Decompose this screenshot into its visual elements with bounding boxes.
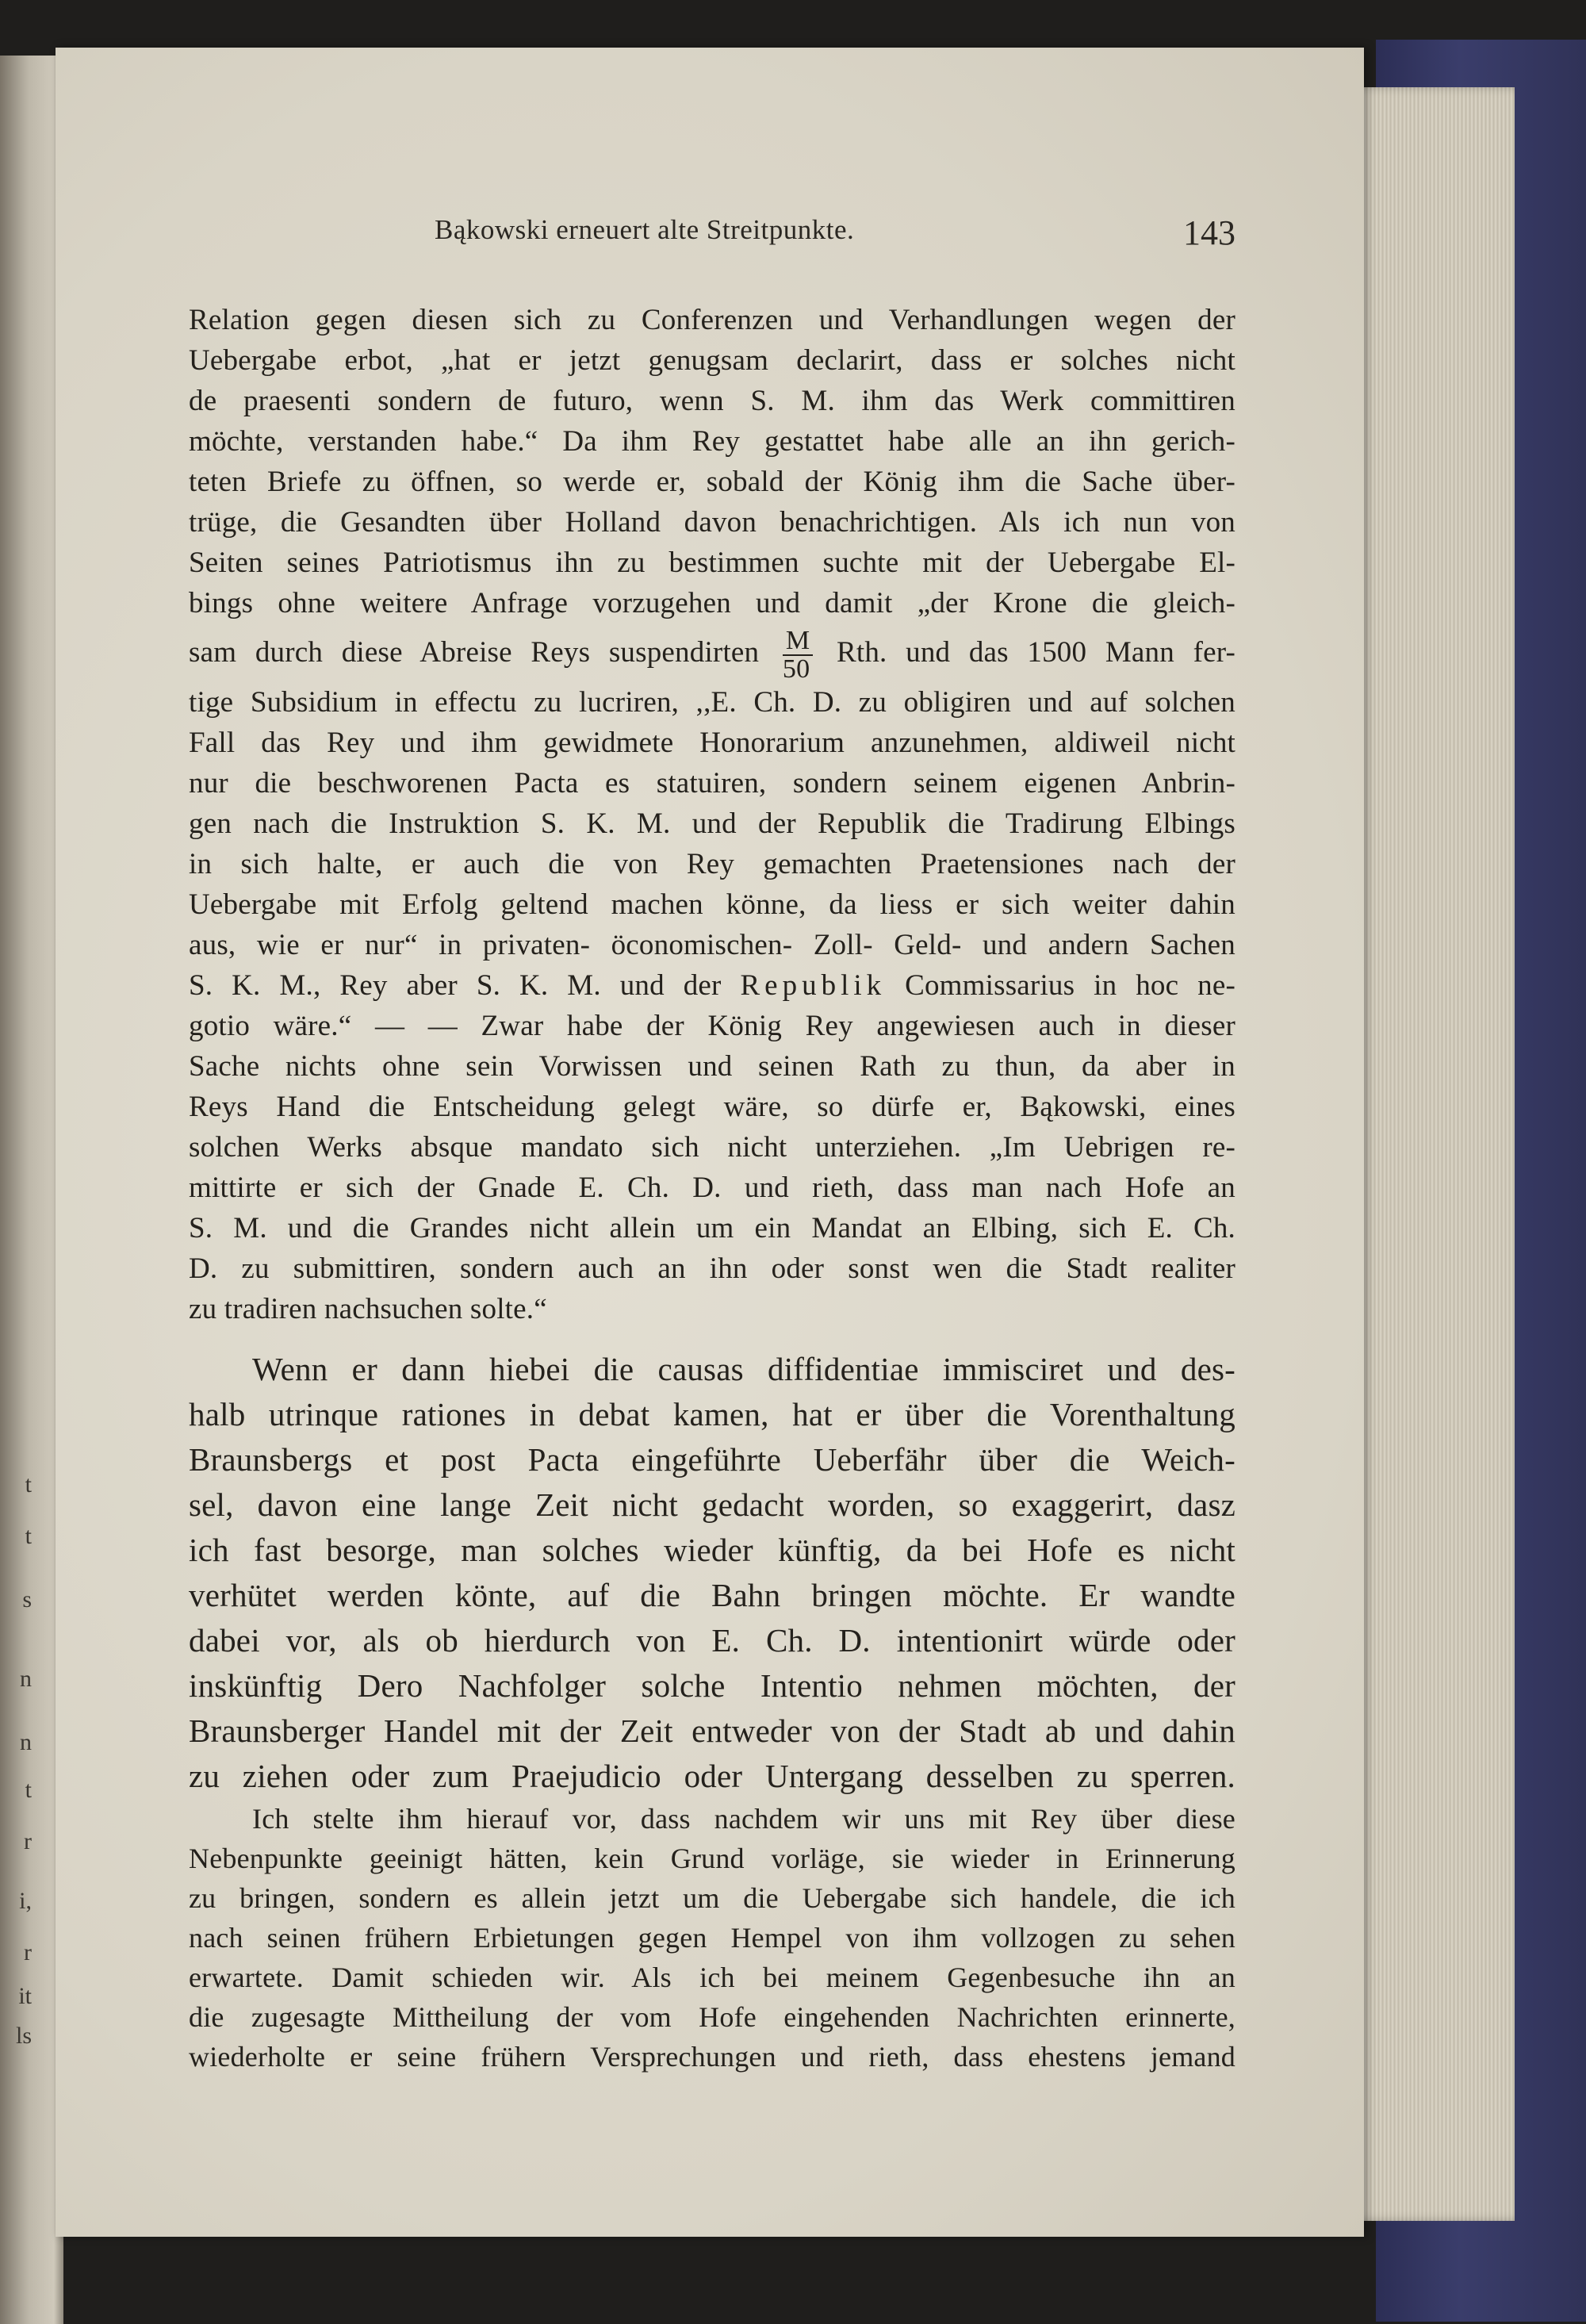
paragraph-1 bbox=[189, 300, 1235, 1329]
text-segment: sam durch diese Abreise Reys suspendirten bbox=[189, 636, 760, 669]
text-line: solchen Werks absque mandato sich nicht unterziehen. „Im Uebrigen re- bbox=[189, 1131, 1235, 1164]
text-segment: S. K. M., Rey aber S. K. M. und der bbox=[189, 969, 722, 1002]
page-number: 143 bbox=[1183, 213, 1235, 252]
text-segment: Commissarius in hoc ne- bbox=[905, 969, 1235, 1002]
text-line: nur die beschworenen Pacta es statuiren, sondern seinem eigenen Anbrin- bbox=[189, 767, 1235, 800]
text-line: die zugesagte Mittheilung der vom Hofe eingehenden Nachrichten erinnerte, bbox=[189, 2001, 1235, 2033]
margin-fragment: s bbox=[22, 1586, 32, 1613]
text-line: gen nach die Instruktion S. K. M. und der Republik die Tradirung Elbings bbox=[189, 807, 1235, 840]
text-line: bings ohne weitere Anfrage vorzugehen und damit „der Krone die gleich- bbox=[189, 587, 1235, 619]
text-line: Relation gegen diesen sich zu Conferenzen und Verhandlungen wegen der bbox=[189, 304, 1235, 336]
text-line: gotio wäre.“ — — Zwar habe der König Rey angewiesen auch in dieser bbox=[189, 1010, 1235, 1042]
text-line: Braunsbergs et post Pacta eingeführte Ueberfähr über die Weich- bbox=[189, 1441, 1235, 1478]
book-page bbox=[56, 48, 1364, 2237]
text-line: Nebenpunkte geeinigt hätten, kein Grund vorläge, sie wieder in Erinnerung bbox=[189, 1843, 1235, 1874]
text-line: sel, davon eine lange Zeit nicht gedacht worden, so exaggerirt, dasz bbox=[189, 1486, 1235, 1523]
text-line: Uebergabe mit Erfolg geltend machen könne, da liess er sich weiter dahin bbox=[189, 888, 1235, 921]
text-line: möchte, verstanden habe.“ Da ihm Rey gestattet habe alle an ihn gerich- bbox=[189, 425, 1235, 458]
fraction-denominator: 50 bbox=[782, 654, 810, 682]
page-header bbox=[435, 214, 1235, 270]
text-line: de praesenti sondern de futuro, wenn S. M. ihm das Werk committiren bbox=[189, 385, 1235, 417]
text-line: Ich stelte ihm hierauf vor, dass nachdem wir uns mit Rey über diese bbox=[252, 1803, 1235, 1835]
text-line: teten Briefe zu öffnen, so werde er, sobald der König ihm die Sache über- bbox=[189, 466, 1235, 498]
text-line: aus, wie er nur“ in privaten- öconomischen- Zoll- Geld- und andern Sachen bbox=[189, 929, 1235, 961]
margin-fragment: n bbox=[20, 1729, 32, 1755]
previous-page-edge bbox=[0, 56, 63, 2324]
text-line: Seiten seines Patriotismus ihn zu bestimmen suchte mit der Uebergabe El- bbox=[189, 546, 1235, 579]
text-line: Reys Hand die Entscheidung gelegt wäre, so dürfe er, Bąkowski, eines bbox=[189, 1091, 1235, 1123]
paragraph-2 bbox=[189, 1347, 1235, 1799]
margin-fragment: t bbox=[25, 1471, 32, 1498]
paragraph-3 bbox=[189, 1799, 1235, 2077]
text-line: Uebergabe erbot, „hat er jetzt genugsam declarirt, dass er solches nicht bbox=[189, 344, 1235, 377]
text-line: zu ziehen oder zum Praejudicio oder Untergang desselben zu sperren. bbox=[189, 1758, 1235, 1794]
text-line: dabei vor, als ob hierdurch von E. Ch. D. intentionirt würde oder bbox=[189, 1622, 1235, 1659]
text-line: verhütet werden könte, auf die Bahn bringen möchte. Er wandte bbox=[189, 1577, 1235, 1613]
text-line: S. M. und die Grandes nicht allein um ein Mandat an Elbing, sich E. Ch. bbox=[189, 1212, 1235, 1244]
text-line: inskünftig Dero Nachfolger solche Intentio nehmen möchten, der bbox=[189, 1667, 1235, 1704]
text-line: zu bringen, sondern es allein jetzt um die Uebergabe sich handele, die ich bbox=[189, 1882, 1235, 1914]
text-line: trüge, die Gesandten über Holland davon benachrichtigen. Als ich nun von bbox=[189, 506, 1235, 539]
text-line: tige Subsidium in effectu zu lucriren, ,,E. Ch. D. zu obligiren und auf solchen bbox=[189, 686, 1235, 719]
text-line: halb utrinque rationes in debat kamen, hat er über die Vorenthaltung bbox=[189, 1396, 1235, 1432]
margin-fragment: i, bbox=[19, 1888, 32, 1914]
text-line: zu tradiren nachsuchen solte.“ bbox=[189, 1293, 547, 1325]
body-text bbox=[189, 300, 1235, 2077]
text-line: D. zu submittiren, sondern auch an ihn oder sonst wen die Stadt realiter bbox=[189, 1252, 1235, 1285]
running-title: Bąkowski erneuert alte Streitpunkte. bbox=[435, 214, 855, 245]
margin-fragment: r bbox=[24, 1939, 32, 1965]
margin-fragment: r bbox=[24, 1828, 32, 1854]
text-line: nach seinen frühern Erbietungen gegen Hempel von ihm vollzogen zu sehen bbox=[189, 1922, 1235, 1954]
text-line: Sache nichts ohne sein Vorwissen und seinen Rath zu thun, da aber in bbox=[189, 1050, 1235, 1083]
margin-fragment: ls bbox=[15, 2023, 32, 2049]
margin-fragment: t bbox=[25, 1523, 32, 1549]
text-line: Wenn er dann hiebei die causas diffidentiae immisciret und des- bbox=[252, 1351, 1235, 1387]
text-line: wiederholte er seine frühern Versprechungen und rieth, dass ehestens jemand bbox=[189, 2041, 1235, 2073]
margin-fragment: n bbox=[20, 1666, 32, 1692]
fraction bbox=[783, 627, 813, 682]
text-line: Braunsberger Handel mit der Zeit entweder von der Stadt ab und dahin bbox=[189, 1712, 1235, 1749]
spaced-emphasis: Republik bbox=[740, 969, 887, 1002]
fraction-numerator: M bbox=[783, 627, 813, 656]
margin-fragment: it bbox=[18, 1983, 32, 2009]
text-line: Fall das Rey und ihm gewidmete Honorarium anzunehmen, aldiweil nicht bbox=[189, 727, 1235, 759]
text-line: erwartete. Damit schieden wir. Als ich bei meinem Gegenbesuche ihn an bbox=[189, 1962, 1235, 1993]
text-line bbox=[189, 965, 1235, 1006]
text-line: mittirte er sich der Gnade E. Ch. D. und rieth, dass man nach Hofe an bbox=[189, 1172, 1235, 1204]
text-segment: Rth. und das 1500 Mann fer- bbox=[836, 636, 1235, 669]
text-line: ich fast besorge, man solches wieder künftig, da bei Hofe es nicht bbox=[189, 1532, 1235, 1568]
fraction-line bbox=[189, 623, 1235, 682]
text-line: in sich halte, er auch die von Rey gemachten Praetensiones nach der bbox=[189, 848, 1235, 880]
margin-fragment: t bbox=[25, 1777, 32, 1803]
